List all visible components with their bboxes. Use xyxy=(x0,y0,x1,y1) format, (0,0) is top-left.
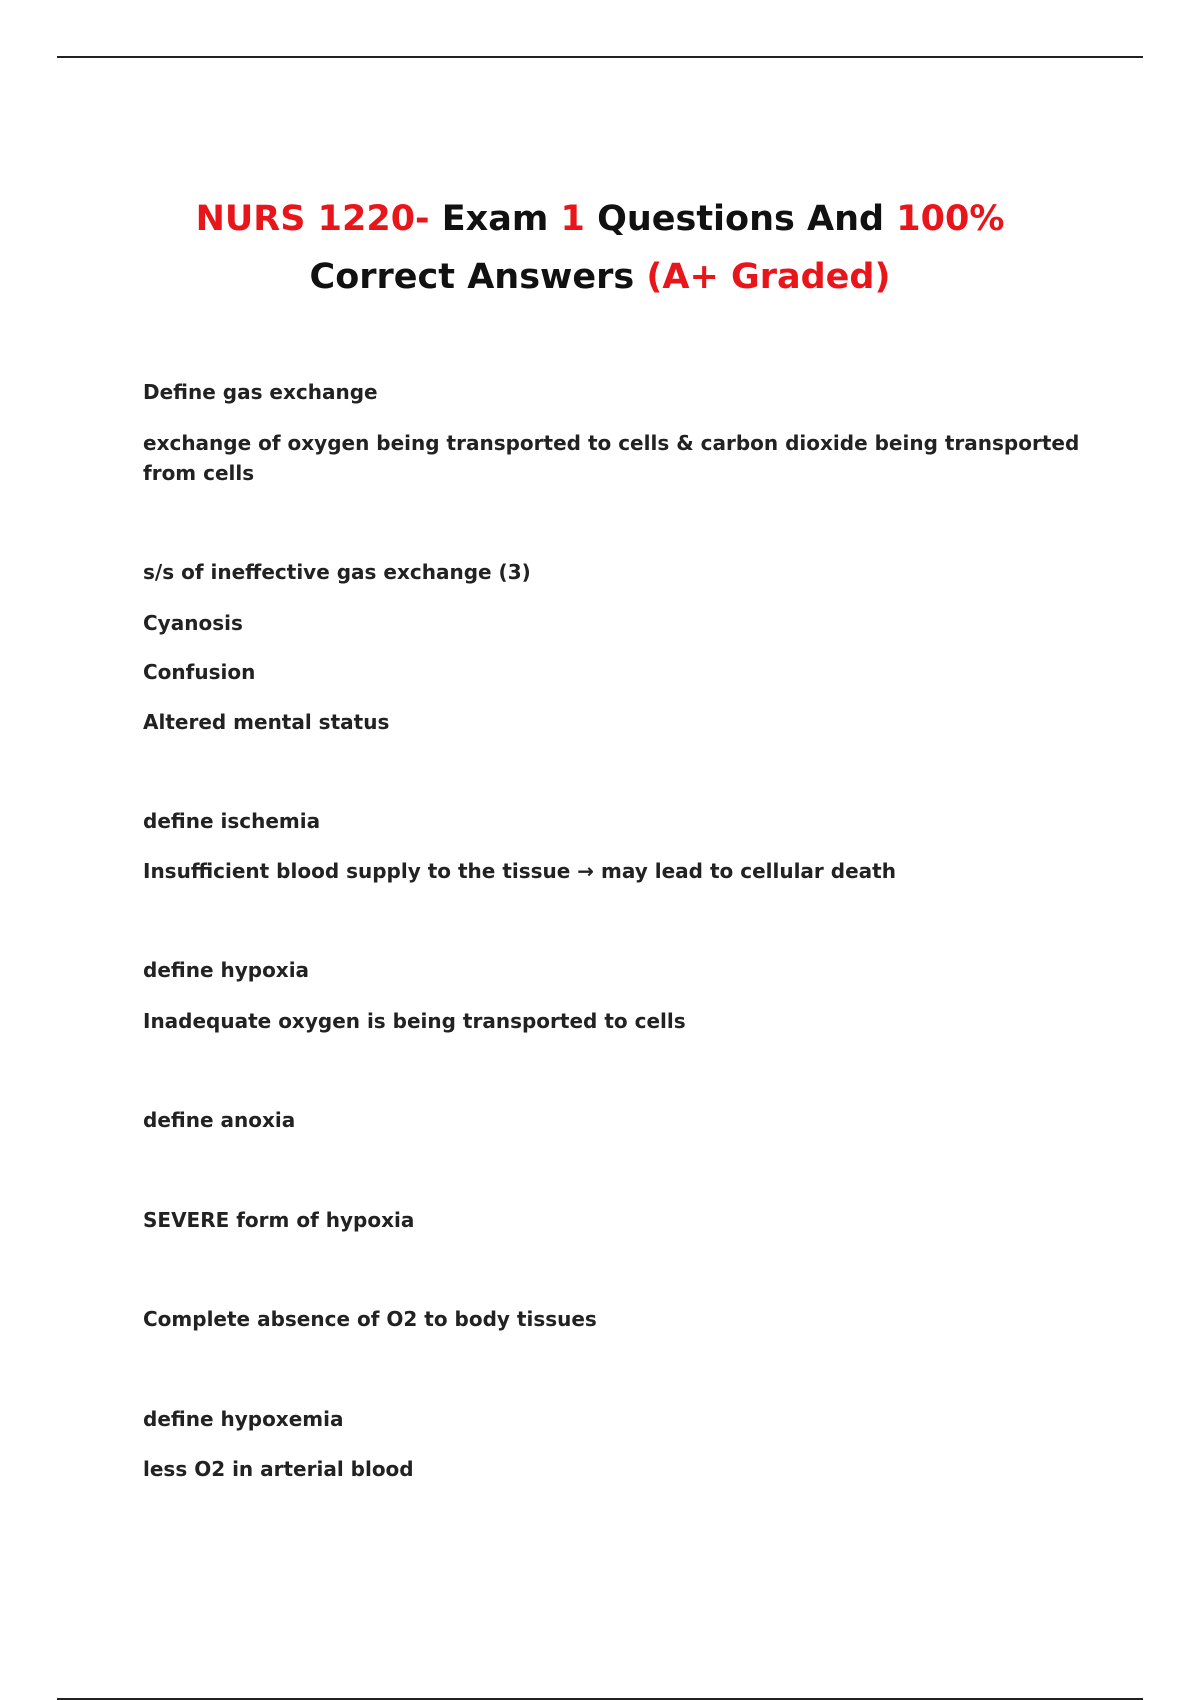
question-ischemia: define ischemia xyxy=(143,809,321,833)
title-exam-text: Exam xyxy=(429,199,561,239)
answer-item-altered-mental-status: Altered mental status xyxy=(143,710,390,734)
question-hypoxemia: define hypoxemia xyxy=(143,1407,344,1431)
title-course-code: NURS 1220- xyxy=(195,199,430,239)
document-title xyxy=(0,190,1200,306)
title-line-1 xyxy=(0,190,1200,248)
question-gas-exchange: Define gas exchange xyxy=(143,380,378,404)
title-questions-text: Questions And xyxy=(584,199,897,239)
answer-hypoxia: Inadequate oxygen is being transported to cells xyxy=(143,1009,686,1033)
question-hypoxia: define hypoxia xyxy=(143,958,310,982)
question-ineffective-gas-exchange: s/s of ineffective gas exchange (3) xyxy=(143,560,531,584)
answer-item-confusion: Confusion xyxy=(143,660,256,684)
title-line-2 xyxy=(0,248,1200,306)
question-anoxia: define anoxia xyxy=(143,1108,296,1132)
title-percent: 100% xyxy=(896,199,1005,239)
answer-anoxia: SEVERE form of hypoxia xyxy=(143,1208,415,1232)
title-exam-number: 1 xyxy=(560,199,585,239)
answer-hypoxemia: less O2 in arterial blood xyxy=(143,1457,414,1481)
title-grade: (A+ Graded) xyxy=(646,257,891,297)
answer-item-cyanosis: Cyanosis xyxy=(143,611,243,635)
answer-gas-exchange: exchange of oxygen being transported to cells & carbon dioxide being transported from cells xyxy=(143,431,1080,485)
top-rule xyxy=(57,56,1143,58)
answer-ischemia: Insufficient blood supply to the tissue → may lead to cellular death xyxy=(143,859,896,883)
answer-anoxia-detail: Complete absence of O2 to body tissues xyxy=(143,1307,597,1331)
title-correct-answers: Correct Answers xyxy=(309,257,647,297)
